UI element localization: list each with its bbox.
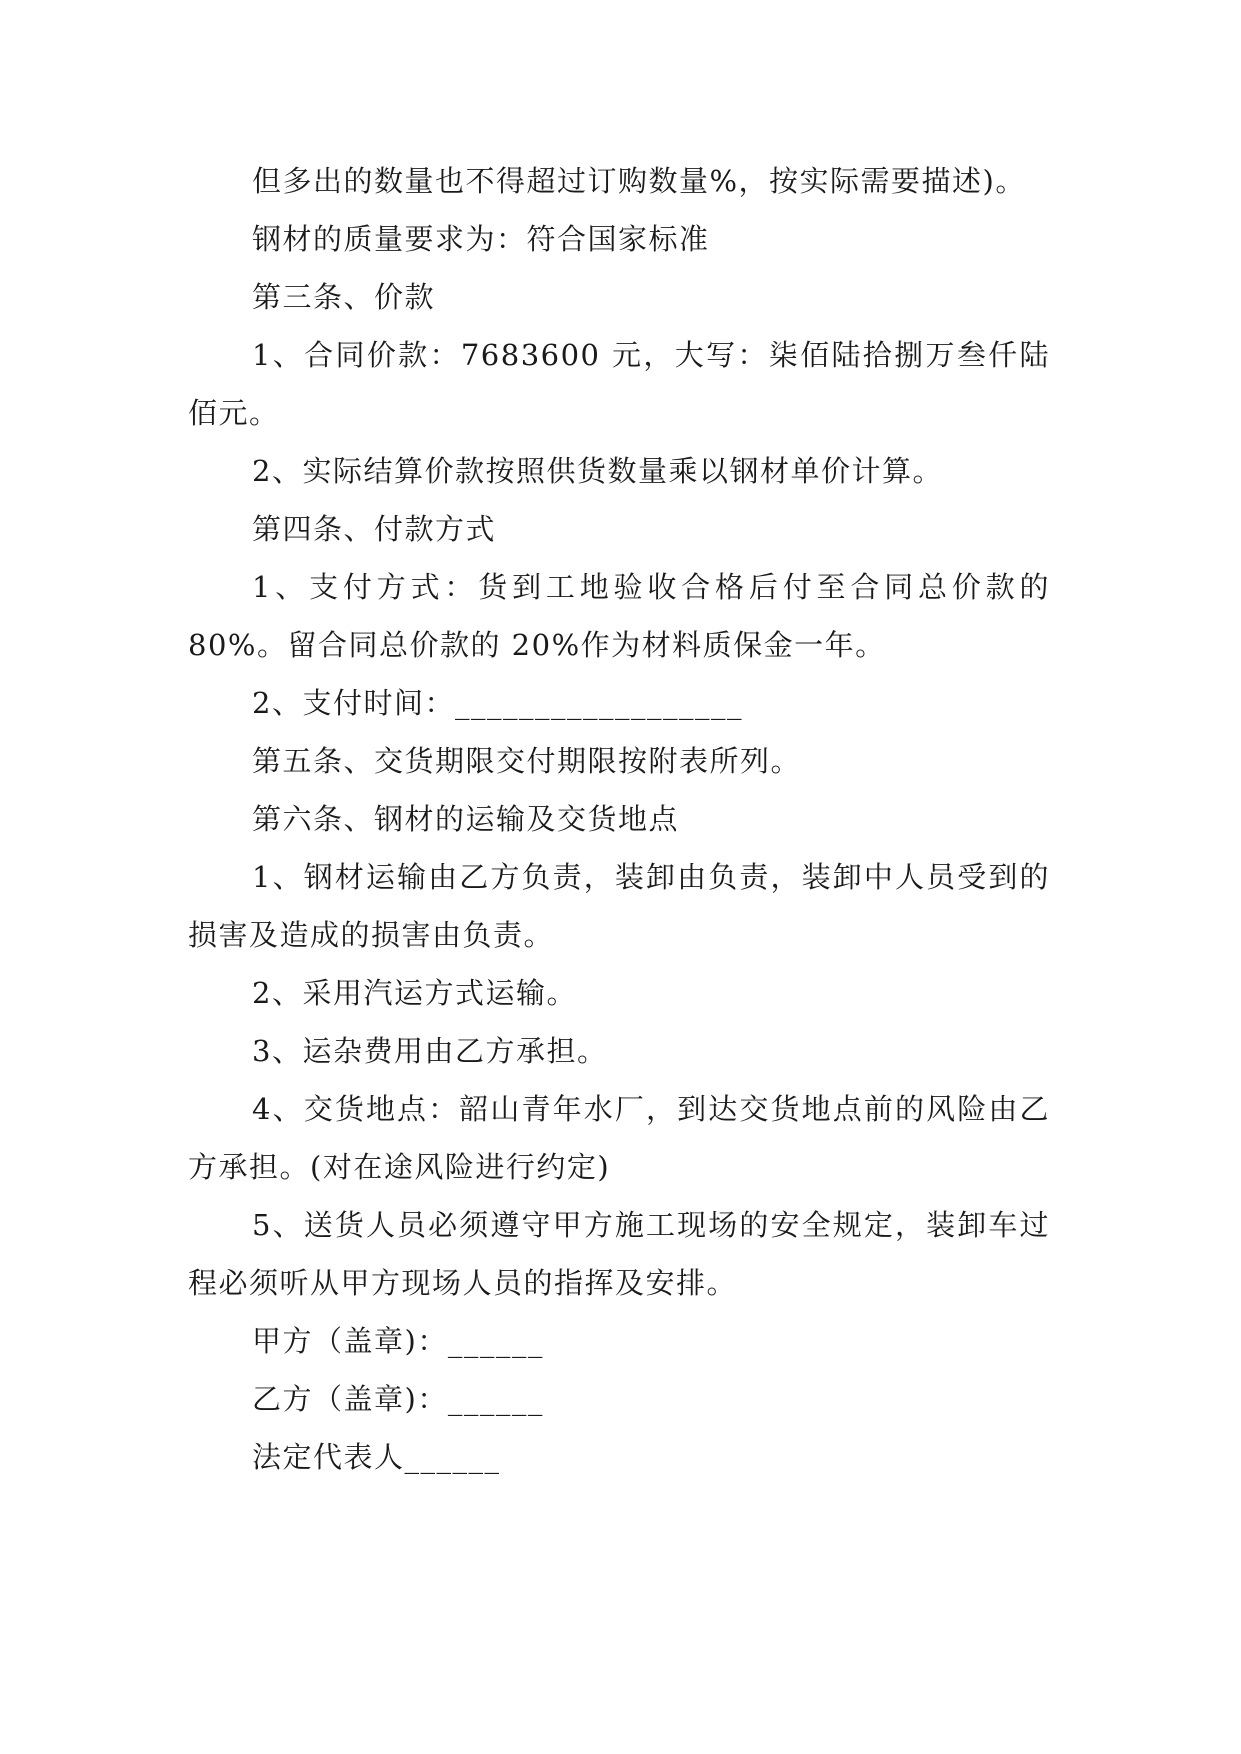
paragraph-quality-requirement: 钢材的质量要求为：符合国家标准 bbox=[252, 222, 710, 256]
document-body bbox=[188, 152, 1050, 1486]
paragraph-settlement-price: 2、实际结算价款按照供货数量乘以钢材单价计算。 bbox=[252, 454, 943, 488]
signature-party-a: 甲方（盖章)：______ bbox=[252, 1324, 544, 1358]
paragraph-delivery-location: 4、交货地点：韶山青年水厂，到达交货地点前的风险由乙方承担。(对在途风险进行约定) bbox=[188, 1092, 1050, 1184]
section-heading-price: 第三条、价款 bbox=[252, 280, 436, 314]
section-heading-delivery-period: 第五条、交货期限交付期限按附表所列。 bbox=[252, 744, 802, 778]
paragraph-transport-method: 2、采用汽运方式运输。 bbox=[252, 976, 577, 1010]
paragraph-payment-time: 2、支付时间：__________________ bbox=[252, 686, 743, 720]
signature-party-b: 乙方（盖章)：______ bbox=[252, 1382, 544, 1416]
section-heading-payment: 第四条、付款方式 bbox=[252, 512, 497, 546]
paragraph-payment-method: 1、支付方式：货到工地验收合格后付至合同总价款的80%。留合同总价款的 20%作为材料质保金一年。 bbox=[188, 570, 1050, 662]
paragraph-quantity-limit: 但多出的数量也不得超过订购数量%，按实际需要描述)。 bbox=[252, 164, 1026, 198]
signature-legal-representative: 法定代表人______ bbox=[252, 1440, 501, 1474]
paragraph-transport-costs: 3、运杂费用由乙方承担。 bbox=[252, 1034, 608, 1068]
paragraph-safety-rules: 5、送货人员必须遵守甲方施工现场的安全规定，装卸车过程必须听从甲方现场人员的指挥及安排。 bbox=[188, 1208, 1050, 1300]
section-heading-transport: 第六条、钢材的运输及交货地点 bbox=[252, 802, 680, 836]
paragraph-contract-price: 1、合同价款：7683600 元，大写：柒佰陆拾捌万叁仟陆佰元。 bbox=[188, 338, 1050, 430]
paragraph-transport-responsibility: 1、钢材运输由乙方负责，装卸由负责，装卸中人员受到的损害及造成的损害由负责。 bbox=[188, 860, 1050, 952]
